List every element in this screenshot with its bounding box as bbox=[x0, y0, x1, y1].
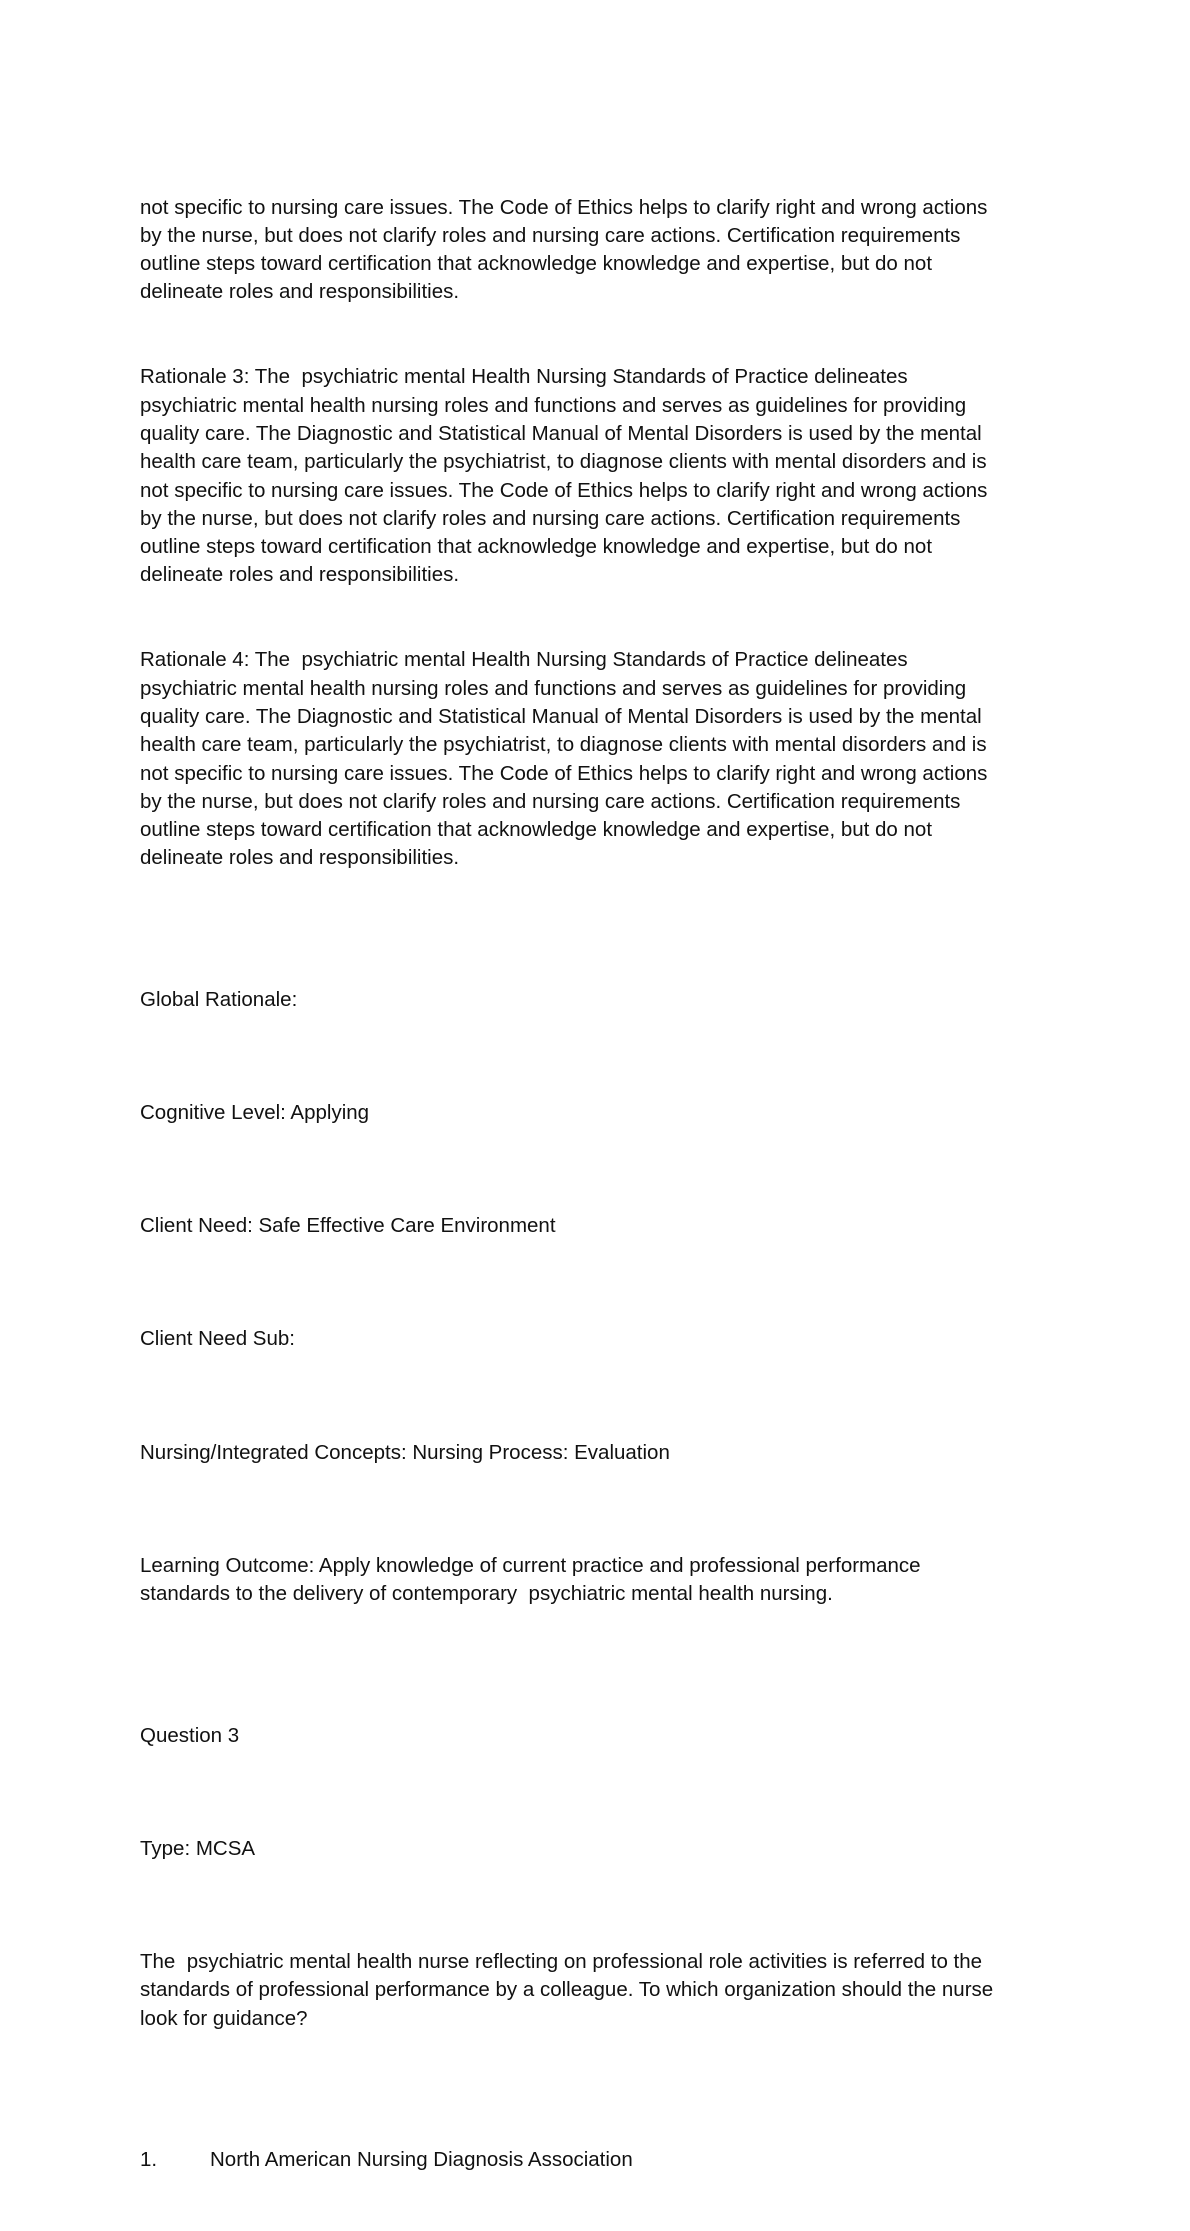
nursing-integrated-concepts: Nursing/Integrated Concepts: Nursing Process: Evaluation bbox=[140, 1440, 670, 1464]
client-need-sub: Client Need Sub: bbox=[140, 1327, 295, 1351]
document-body bbox=[140, 137, 1050, 2231]
question-heading: Question 3 bbox=[140, 1723, 240, 1747]
global-rationale: Global Rationale: bbox=[140, 987, 298, 1011]
question-stem: The psychiatric mental health nurse reflecting on professional role activities is referred to the standards of professional performance by a colleague. To which organization should the nurse look for guidance? bbox=[140, 1950, 994, 2030]
answer-option bbox=[140, 2146, 1050, 2174]
rationale-3: Rationale 3: The psychiatric mental Health Nursing Standards of Practice delineates psychiatric mental health nursing roles and functions and serves as guidelines for providing quality care. The Diagnostic and Statistical Manual of Mental Disorders is used by the mental health care team, particularly the psychiatrist, to diagnose clients with mental disorders and is not specific to nursing care issues. The Code of Ethics helps to clarify right and wrong actions by the nurse, but does not clarify roles and nursing care actions. Certification requirements outline steps toward certification that acknowledge knowledge and expertise, but do not delineate roles and responsibilities. bbox=[140, 365, 988, 587]
rationale-continuation: not specific to nursing care issues. The Code of Ethics helps to clarify right and wrong actions by the nurse, but does not clarify roles and nursing care actions. Certification requirements outline steps toward certification that acknowledge knowledge and expertise, but do not delineate roles and responsibilities. bbox=[140, 195, 988, 304]
rationale-4: Rationale 4: The psychiatric mental Health Nursing Standards of Practice delineates psychiatric mental health nursing roles and functions and serves as guidelines for providing quality care. The Diagnostic and Statistical Manual of Mental Disorders is used by the mental health care team, particularly the psychiatrist, to diagnose clients with mental disorders and is not specific to nursing care issues. The Code of Ethics helps to clarify right and wrong actions by the nurse, but does not clarify roles and nursing care actions. Certification requirements outline steps toward certification that acknowledge knowledge and expertise, but do not delineate roles and responsibilities. bbox=[140, 648, 988, 870]
answer-option-number: 1. bbox=[140, 2148, 158, 2172]
client-need: Client Need: Safe Effective Care Environment bbox=[140, 1214, 556, 1238]
learning-outcome: Learning Outcome: Apply knowledge of current practice and professional performance standards to the delivery of contemporary psychiatric mental health nursing. bbox=[140, 1553, 921, 1606]
answer-option-text: North American Nursing Diagnosis Association bbox=[210, 2148, 633, 2172]
cognitive-level: Cognitive Level: Applying bbox=[140, 1101, 370, 1125]
question-type: Type: MCSA bbox=[140, 1836, 256, 1860]
